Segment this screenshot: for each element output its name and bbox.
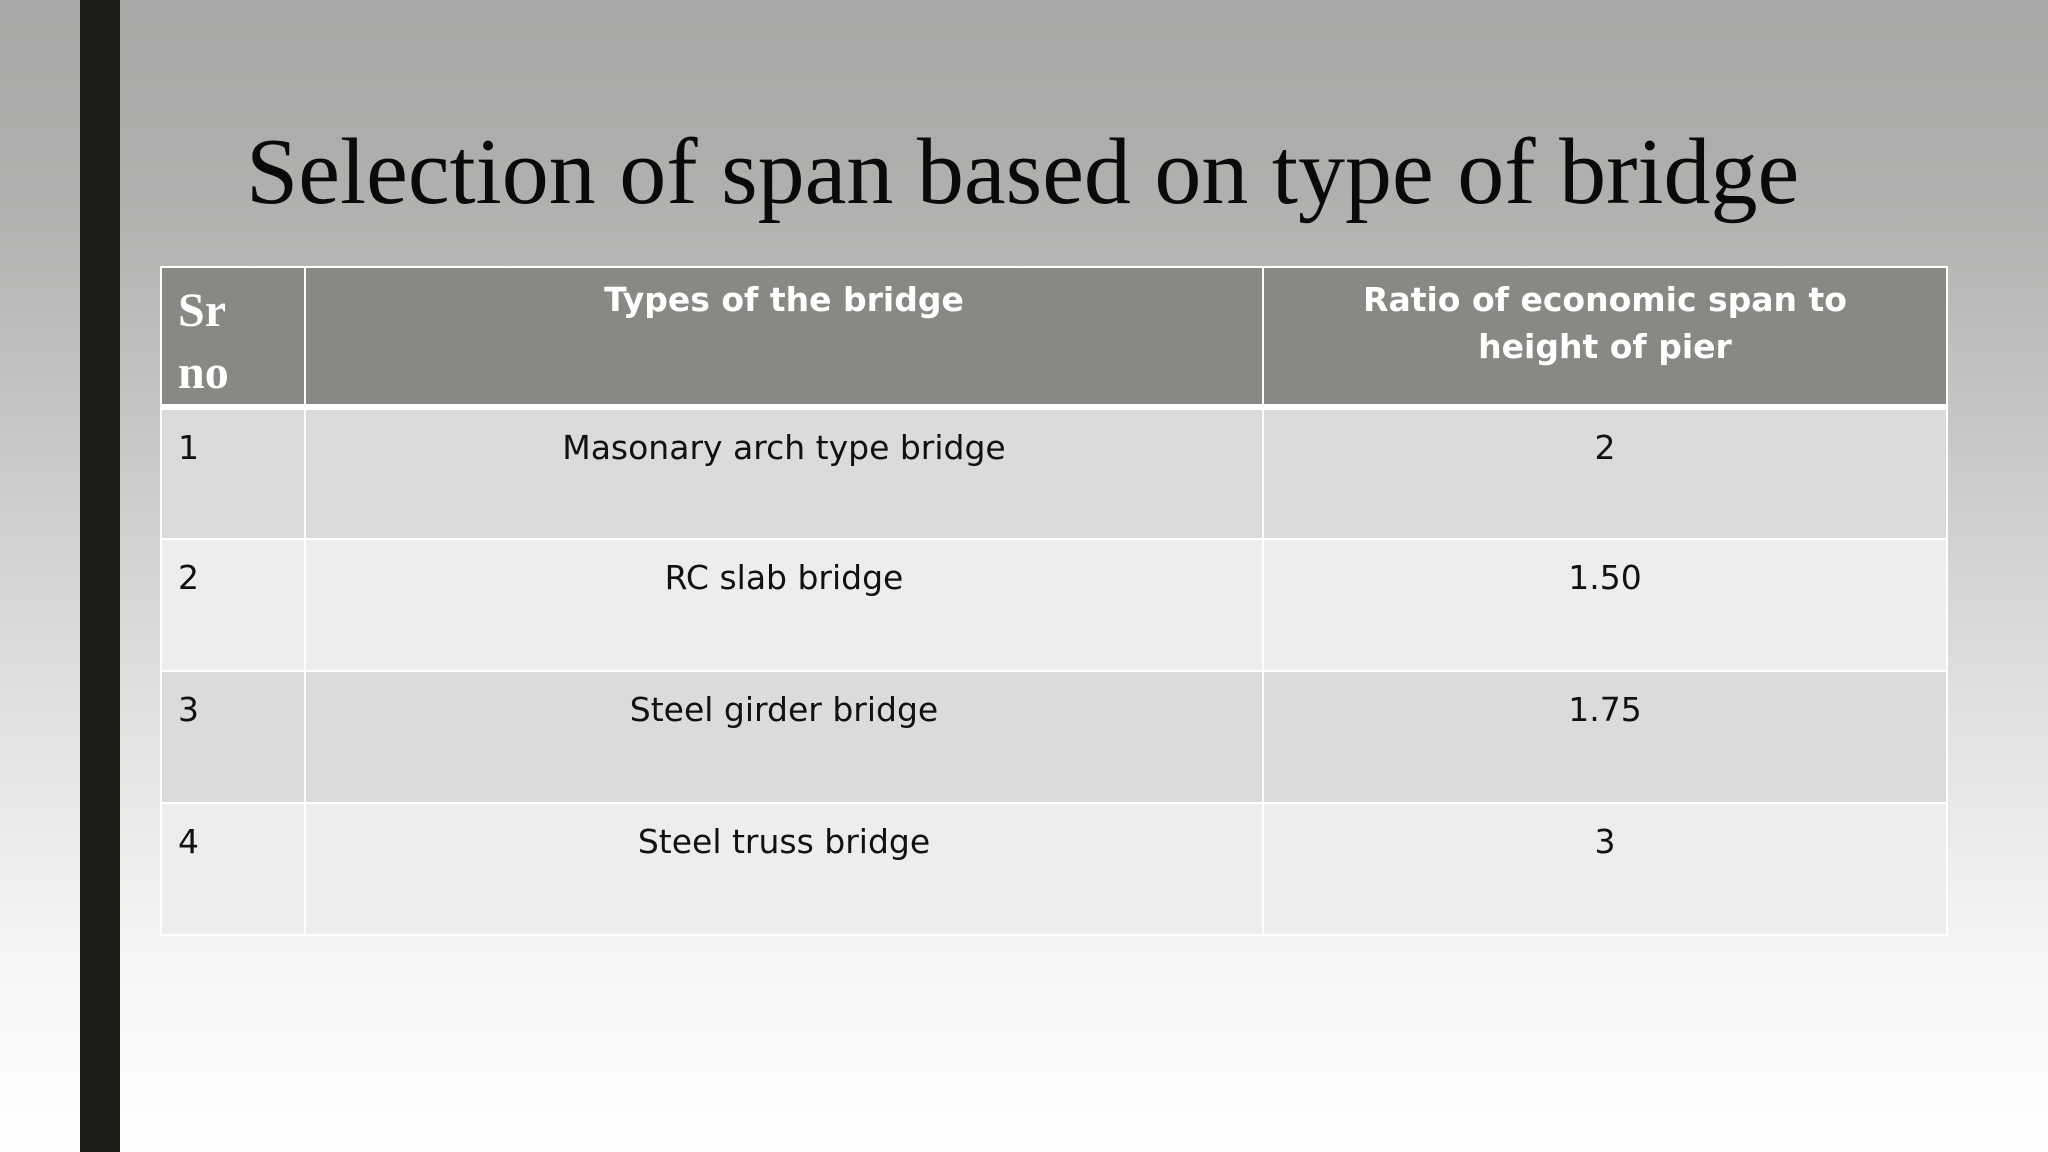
cell-bridge-type: Steel truss bridge [305,803,1263,935]
header-bridge-type: Types of the bridge [305,267,1263,407]
cell-bridge-type: RC slab bridge [305,539,1263,671]
table-row [161,671,1947,803]
cell-span-ratio: 1.50 [1263,539,1947,671]
table-row [161,407,1947,539]
cell-span-ratio: 1.75 [1263,671,1947,803]
table-header-row [161,267,1947,407]
span-selection-table [160,266,1948,936]
cell-sr-no: 4 [161,803,305,935]
cell-span-ratio: 3 [1263,803,1947,935]
table-row [161,539,1947,671]
cell-span-ratio: 2 [1263,407,1947,539]
cell-bridge-type: Masonary arch type bridge [305,407,1263,539]
header-span-ratio: Ratio of economic span to height of pier [1263,267,1947,407]
cell-sr-no: 3 [161,671,305,803]
cell-sr-no: 1 [161,407,305,539]
cell-sr-no: 2 [161,539,305,671]
slide-title: Selection of span based on type of bridge [246,120,1800,224]
table-row [161,803,1947,935]
header-sr-no: Sr no [161,267,305,407]
cell-bridge-type: Steel girder bridge [305,671,1263,803]
side-accent-bar [80,0,120,1152]
